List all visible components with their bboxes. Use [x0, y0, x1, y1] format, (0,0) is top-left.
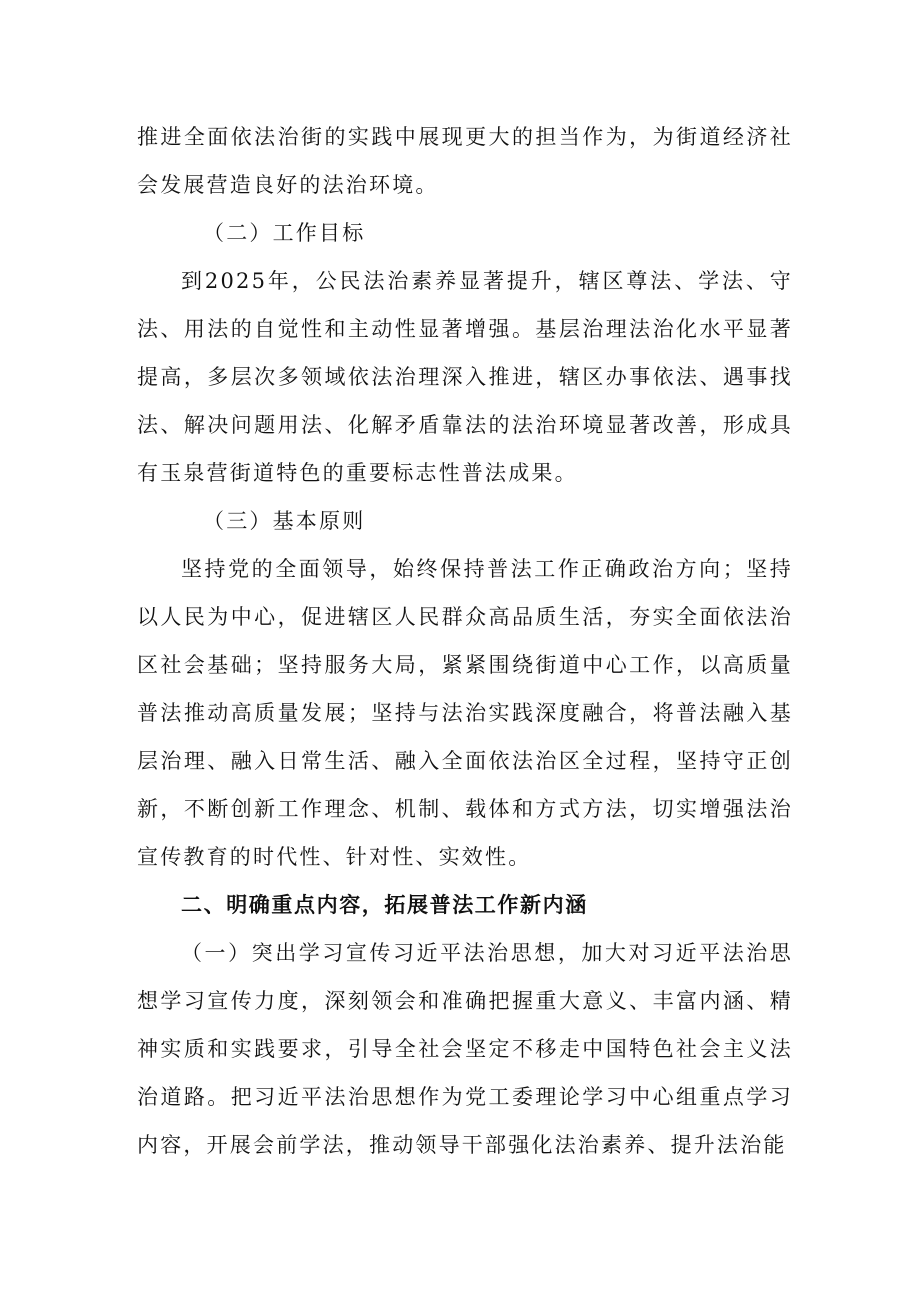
paragraph-continuation: 推进全面依法治街的实践中展现更大的担当作为，为街道经济社会发展营造良好的法治环境。	[137, 125, 793, 197]
document-body	[137, 113, 793, 1169]
section-heading-two: 二、明确重点内容，拓展普法工作新内涵	[181, 893, 588, 917]
subheading-basic-principles: （三）基本原则	[203, 509, 366, 533]
paragraph-key-content-one: （一）突出学习宣传习近平法治思想，加大对习近平法治思想学习宣传力度，深刻领会和准确把握重大意义、丰富内涵、精神实质和实践要求，引导全社会坚定不移走中国特色社会主义法治道路。把习近平法治思想作为党工委理论学习中心组重点学习内容，开展会前学法，推动领导干部强化法治素养、提升法治能	[137, 941, 793, 1157]
paragraph-work-goals: 到2025年，公民法治素养显著提升，辖区尊法、学法、守法、用法的自觉性和主动性显著增强。基层治理法治化水平显著提高，多层次多领域依法治理深入推进，辖区办事依法、遇事找法、解决问题用法、化解矛盾靠法的法治环境显著改善，形成具有玉泉营街道特色的重要标志性普法成果。	[137, 269, 793, 485]
subheading-work-goals: （二）工作目标	[203, 221, 366, 245]
paragraph-basic-principles: 坚持党的全面领导，始终保持普法工作正确政治方向；坚持以人民为中心，促进辖区人民群众高品质生活，夯实全面依法治区社会基础；坚持服务大局，紧紧围绕街道中心工作，以高质量普法推动高质量发展；坚持与法治实践深度融合，将普法融入基层治理、融入日常生活、融入全面依法治区全过程，坚持守正创新，不断创新工作理念、机制、载体和方式方法，切实增强法治宣传教育的时代性、针对性、实效性。	[137, 557, 793, 869]
